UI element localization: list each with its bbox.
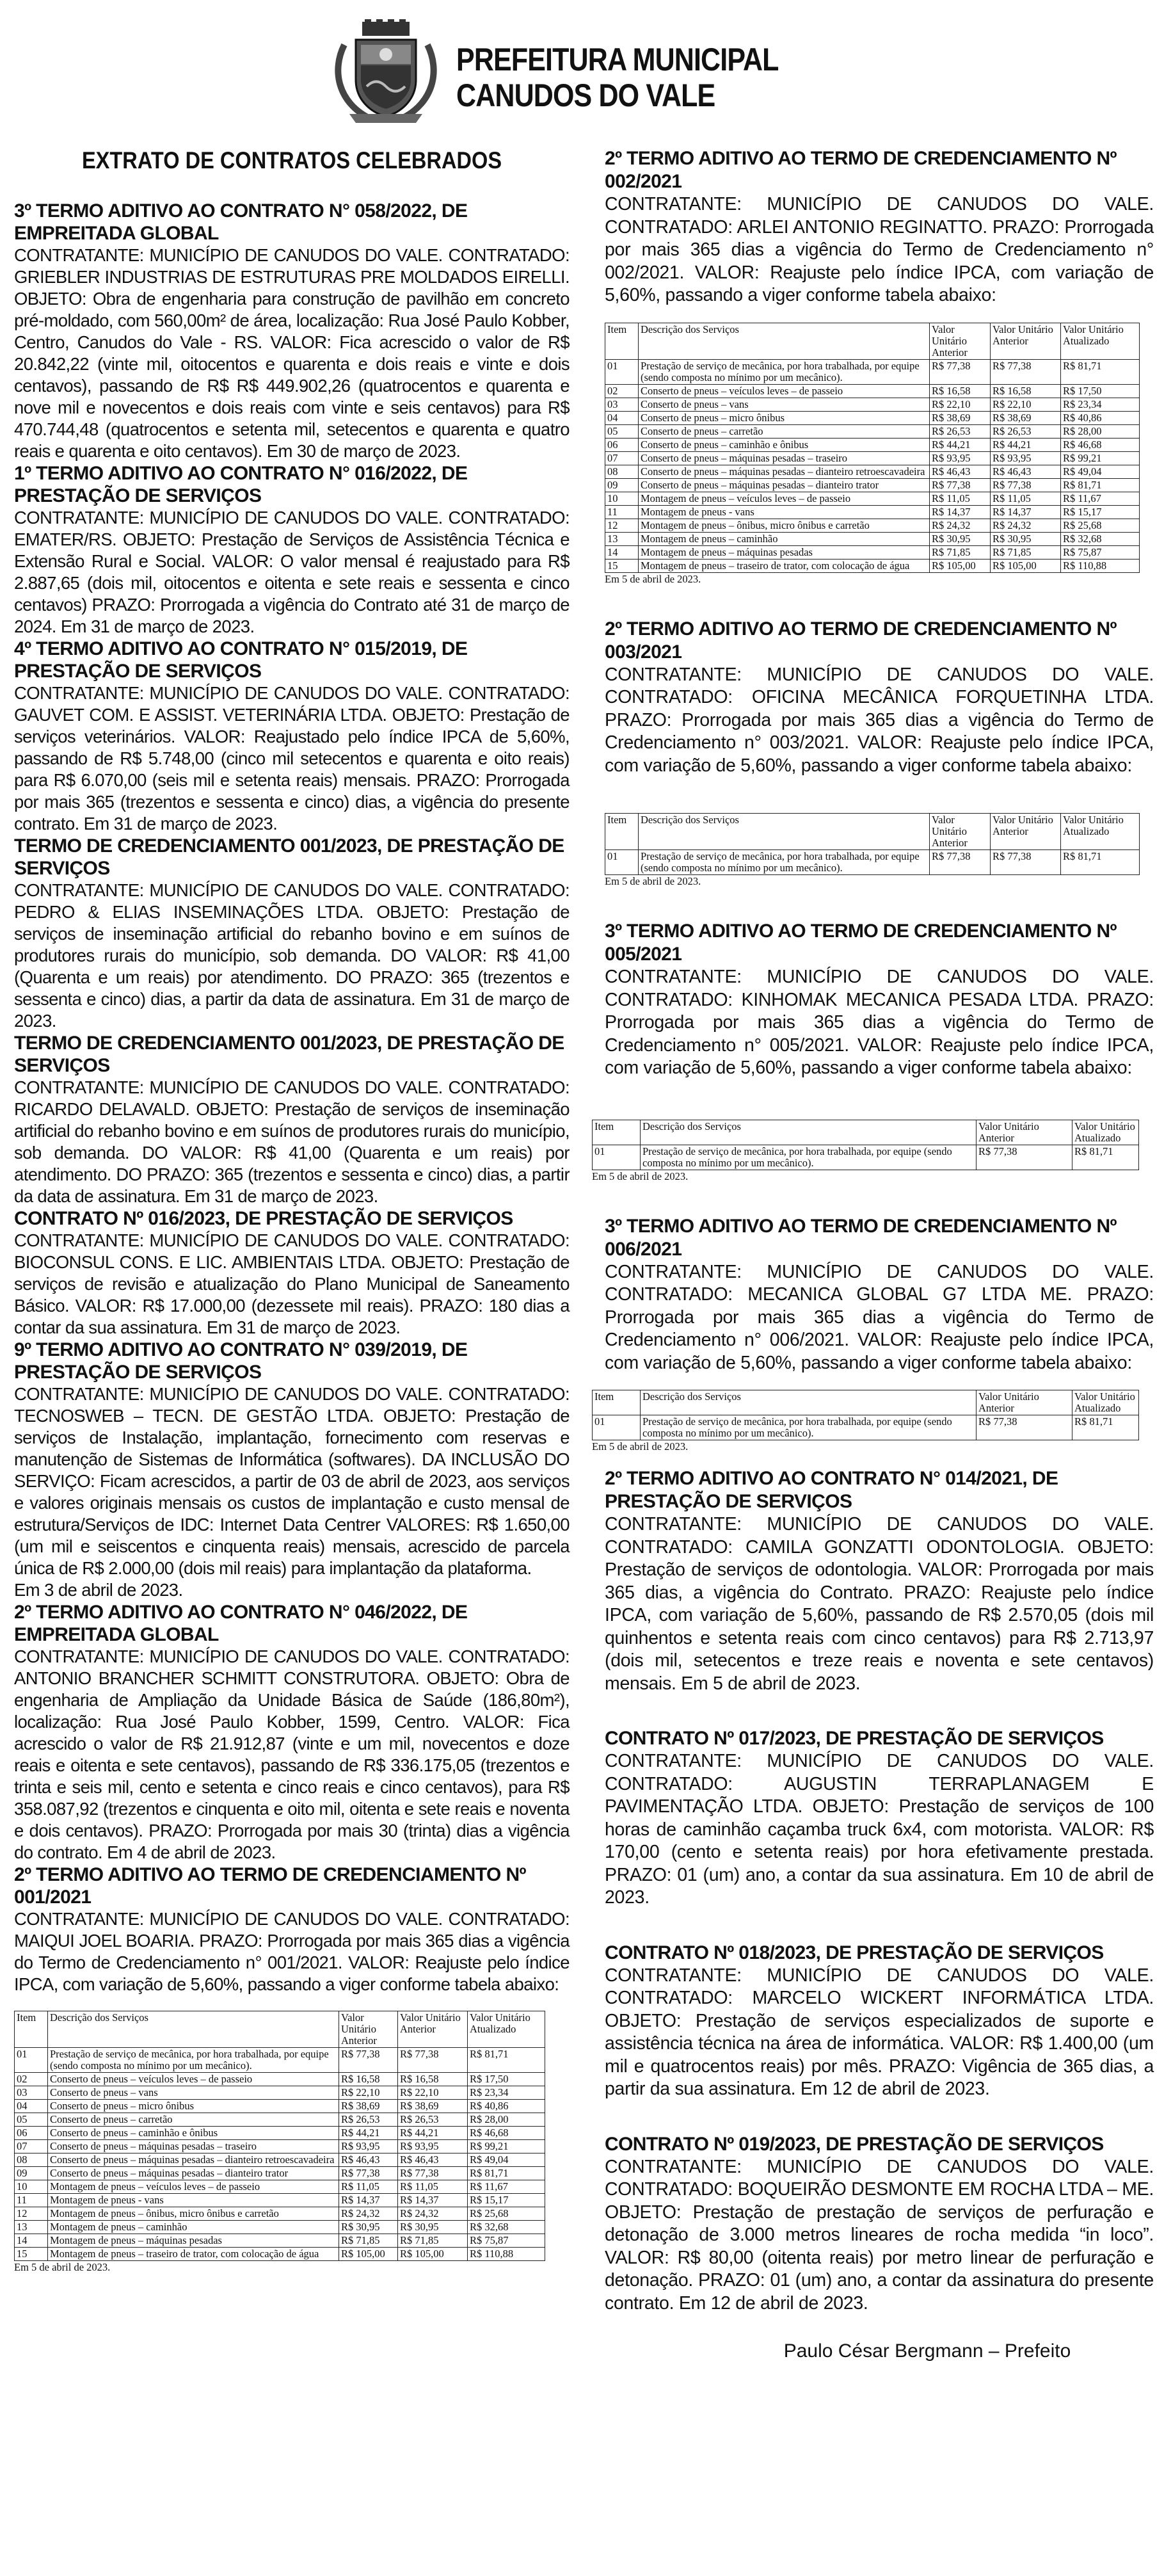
section-body: CONTRATANTE: MUNICÍPIO DE CANUDOS DO VALE. CONTRATADO: TECNOSWEB – TECN. DE GESTÃO LTDA. OBJETO: Prestação de serviços de Instalação, implantação, fornecimento com reservas e manutenção de Sistemas de Informática (softwares). DA INCLUSÃO DO SERVIÇO: Ficam acrescidos, a partir de 03 de abril de 2023, aos serviços e valores originais mensais os custos de implantação e custo mensal de estrutura/Serviços de IDC: Internet Data Centrer VALORES: R$ 1.650,00 (um mil e seiscentos e cinquenta reais) mensais, acrescido de parcela única de R$ 2.000,00 (dois mil reais) para implantação da plataforma. <box>14 1384 570 1578</box>
section-credenciamento-006-2021 <box>605 1215 1154 1375</box>
table-cell: 15 <box>15 2248 48 2261</box>
table-cell: Valor Unitário Anterior <box>977 1120 1072 1145</box>
section-title: CONTRATO Nº 018/2023, DE PRESTAÇÃO DE SERVIÇOS <box>605 1942 1104 1963</box>
section-title: TERMO DE CREDENCIAMENTO 001/2023, DE PRESTAÇÃO DE SERVIÇOS <box>14 1033 564 1076</box>
table-cell: R$ 81,71 <box>1061 850 1140 875</box>
table-cell: 11 <box>605 505 639 519</box>
table-cell: Prestação de serviço de mecânica, por hora trabalhada, por equipe (sendo composta no mínimo por um mecânico). <box>641 1145 977 1170</box>
section-title: CONTRATO Nº 017/2023, DE PRESTAÇÃO DE SERVIÇOS <box>605 1728 1104 1749</box>
table-cell: Valor Unitário Anterior <box>339 2011 398 2048</box>
table-cell: Valor Unitário Anterior <box>991 814 1061 850</box>
table-cell: R$ 46,43 <box>339 2153 398 2167</box>
table-row <box>605 384 1140 398</box>
section-body: CONTRATANTE: MUNICÍPIO DE CANUDOS DO VALE. CONTRATADO: GRIEBLER INDUSTRIAS DE ESTRUTURAS PRE MOLDADOS EIRELLI. OBJETO: Obra de engenharia para construção de pavilhão em concreto pré-moldado, com 560,00m² de área, localização: Rua José Paulo Kobber, Centro, Canudos do Vale - RS. VALOR: Fica acrescido o valor de R$ 20.842,22 (vinte mil, oitocentos e quarenta e dois reais e vinte e dois centavos), passando de R$ R$ 449.902,26 (quatrocentos e quarenta e nove mil e novecentos e dois reais com vinte e seis centavos) para R$ 470.744,48 (quatrocentos e setenta mil, setecentos e quarenta e quatro reais e quarenta e oito centavos). Em 30 de março de 2023. <box>14 245 570 461</box>
table-cell: R$ 49,04 <box>1061 465 1140 478</box>
table-cell: R$ 25,68 <box>468 2207 545 2221</box>
table-cell: Conserto de pneus – micro ônibus <box>639 411 930 424</box>
table-cell: Descrição dos Serviços <box>48 2011 339 2048</box>
table-note: Em 5 de abril de 2023. <box>592 1440 689 1453</box>
section-title: 2º TERMO ADITIVO AO TERMO DE CREDENCIAMENTO Nº 001/2021 <box>14 1864 526 1908</box>
table-row <box>15 2048 545 2073</box>
table-cell: R$ 17,50 <box>468 2073 545 2086</box>
table-cell: R$ 24,32 <box>930 519 991 532</box>
table-cell: Montagem de pneus – ônibus, micro ônibus e carretão <box>639 519 930 532</box>
table-cell: R$ 46,43 <box>991 465 1061 478</box>
table-cell: R$ 110,88 <box>468 2248 545 2261</box>
table-cell: R$ 22,10 <box>991 398 1061 411</box>
table-cell: Conserto de pneus – máquinas pesadas – traseiro <box>639 451 930 465</box>
table-row <box>605 505 1140 519</box>
table-cell: R$ 23,34 <box>1061 398 1140 411</box>
table-cell: R$ 71,85 <box>339 2234 398 2248</box>
table-cell: Montagem de pneus - vans <box>639 505 930 519</box>
table-cell: R$ 71,85 <box>398 2234 468 2248</box>
table-cell: R$ 46,43 <box>930 465 991 478</box>
table-cell: R$ 32,68 <box>1061 532 1140 545</box>
section-credenciamento-005-2021 <box>605 920 1154 1080</box>
table-row <box>605 532 1140 545</box>
table-cell: R$ 14,37 <box>930 505 991 519</box>
left-column <box>14 147 570 2274</box>
table-header-row <box>605 814 1140 850</box>
section-contract-018-2023 <box>605 1942 1154 2101</box>
table-cell: 06 <box>15 2127 48 2140</box>
table-cell: R$ 77,38 <box>398 2048 468 2073</box>
section-title: 3º TERMO ADITIVO AO CONTRATO N° 058/2022, DE EMPREITADA GLOBAL <box>14 200 468 244</box>
table-cell: R$ 40,86 <box>468 2100 545 2113</box>
table-cell: R$ 46,43 <box>398 2153 468 2167</box>
table-cell: R$ 77,38 <box>977 1145 1072 1170</box>
table-cell: R$ 24,32 <box>398 2207 468 2221</box>
section-body: CONTRATANTE: MUNICÍPIO DE CANUDOS DO VALE. CONTRATADO: BOQUEIRÃO DESMONTE EM ROCHA LTDA – ME. OBJETO: Prestação de prestação de serviços de perfuração e detonação de 3.000 metros lineares de rocha medida “in loco”. VALOR: R$ 80,00 (oitenta reais) por metro linear de perfuração e detonação. PRAZO: 01 (um) ano, a contar da assinatura do presente contrato. Em 12 de abril de 2023. <box>605 2156 1154 2314</box>
table-cell: Conserto de pneus – caminhão e ônibus <box>48 2127 339 2140</box>
table-cell: Conserto de pneus – caminhão e ônibus <box>639 438 930 451</box>
table-note: Em 5 de abril de 2023. <box>605 875 701 887</box>
table-cell: Conserto de pneus – micro ônibus <box>48 2100 339 2113</box>
table-row <box>605 465 1140 478</box>
table-row <box>593 1145 1139 1170</box>
table-cell: Item <box>15 2011 48 2048</box>
table-cell: R$ 49,04 <box>468 2153 545 2167</box>
table-cell: 04 <box>605 411 639 424</box>
table-row <box>593 1415 1139 1440</box>
table-cell: 03 <box>605 398 639 411</box>
table-cell: 01 <box>15 2048 48 2073</box>
table-cell: Valor Unitário Anterior <box>977 1390 1072 1415</box>
table-cell: R$ 11,05 <box>991 492 1061 505</box>
section-contract-019-2023 <box>605 2133 1154 2315</box>
table-note: Em 5 de abril de 2023. <box>605 572 701 585</box>
right-column <box>592 147 1154 2362</box>
section-contract-016-2022 <box>14 462 570 638</box>
table-cell: R$ 105,00 <box>991 559 1061 572</box>
table-cell: R$ 30,95 <box>991 532 1061 545</box>
table-cell: 02 <box>605 384 639 398</box>
section-body: CONTRATANTE: MUNICÍPIO DE CANUDOS DO VALE. CONTRATADO: OFICINA MECÂNICA FORQUETINHA LTDA. PRAZO: Prorrogada por mais 365 dias a vigência do Termo de Credenciamento n° 003/2021. VALOR: Reajuste pelo índice IPCA, com variação de 5,60%, passando a viger conforme tabela abaixo: <box>605 664 1154 776</box>
table-cell: R$ 28,00 <box>1061 424 1140 438</box>
table-cell: R$ 99,21 <box>468 2140 545 2153</box>
table-cell: 11 <box>15 2194 48 2207</box>
table-cell: 03 <box>15 2086 48 2100</box>
table-cell: R$ 38,69 <box>991 411 1061 424</box>
table-cell: Descrição dos Serviços <box>641 1120 977 1145</box>
municipality-name <box>456 42 779 113</box>
table-cell: Conserto de pneus – veículos leves – de passeio <box>639 384 930 398</box>
table-cell: 13 <box>605 532 639 545</box>
price-table-single <box>592 1120 1139 1170</box>
section-title: 3º TERMO ADITIVO AO TERMO DE CREDENCIAMENTO Nº 006/2021 <box>605 1215 1117 1260</box>
table-cell: Conserto de pneus – vans <box>639 398 930 411</box>
table-cell: R$ 81,71 <box>1061 478 1140 492</box>
section-credenciamento-003-2021 <box>605 618 1154 778</box>
table-cell: Valor Unitário Anterior <box>930 323 991 359</box>
table-row <box>15 2167 545 2180</box>
table-cell: R$ 24,32 <box>339 2207 398 2221</box>
table-row <box>15 2100 545 2113</box>
section-title: 2º TERMO ADITIVO AO TERMO DE CREDENCIAMENTO Nº 002/2021 <box>605 148 1117 192</box>
table-cell: Descrição dos Serviços <box>639 814 930 850</box>
table-cell: R$ 77,38 <box>930 359 991 384</box>
table-cell: R$ 14,37 <box>339 2194 398 2207</box>
table-cell: R$ 44,21 <box>991 438 1061 451</box>
table-cell: R$ 71,85 <box>991 545 1061 559</box>
table-row <box>15 2073 545 2086</box>
section-contract-015-2019 <box>14 638 570 835</box>
section-body: CONTRATANTE: MUNICÍPIO DE CANUDOS DO VALE. CONTRATADO: AUGUSTIN TERRAPLANAGEM E PAVIMENTAÇÃO LTDA. OBJETO: Prestação de serviços de 100 horas de caminhão caçamba truck 6x4, com motorista. VALOR: R$ 170,00 (cento e setenta reais) por hora efetivamente prestada. PRAZO: 01 (um) ano, a contar da sua assinatura. Em 10 de abril de 2023. <box>605 1751 1154 1908</box>
table-cell: Montagem de pneus - vans <box>48 2194 339 2207</box>
table-header-row <box>605 323 1140 359</box>
table-cell: R$ 93,95 <box>398 2140 468 2153</box>
section-credenciamento-001-2023-b <box>14 1032 570 1207</box>
header <box>331 19 843 122</box>
table-header-row <box>593 1120 1139 1145</box>
table-cell: R$ 38,69 <box>930 411 991 424</box>
table-cell: Montagem de pneus – máquinas pesadas <box>48 2234 339 2248</box>
table-cell: R$ 77,38 <box>398 2167 468 2180</box>
table-row <box>605 850 1140 875</box>
table-cell: Valor Unitário Atualizado <box>1061 323 1140 359</box>
table-cell: Prestação de serviço de mecânica, por hora trabalhada, por equipe (sendo composta no mínimo por um mecânico). <box>48 2048 339 2073</box>
table-cell: R$ 16,58 <box>339 2073 398 2086</box>
table-cell: Montagem de pneus – traseiro de trator, com colocação de água <box>639 559 930 572</box>
section-title: CONTRATO Nº 016/2023, DE PRESTAÇÃO DE SERVIÇOS <box>14 1208 513 1229</box>
table-cell: Montagem de pneus – caminhão <box>48 2221 339 2234</box>
table-cell: R$ 44,21 <box>339 2127 398 2140</box>
table-cell: 08 <box>605 465 639 478</box>
section-body: CONTRATANTE: MUNICÍPIO DE CANUDOS DO VALE. CONTRATADO: MECANICA GLOBAL G7 LTDA ME. PRAZO: Prorrogada por mais 365 dias a vigência do Termo de Credenciamento n° 006/2021. VALOR: Reajuste pelo índice IPCA, com variação de 5,60%, passando a viger conforme tabela abaixo: <box>605 1261 1154 1373</box>
table-cell: Item <box>605 323 639 359</box>
table-cell: Valor Unitário Atualizado <box>1072 1120 1139 1145</box>
table-cell: Conserto de pneus – máquinas pesadas – dianteiro retroescavadeira <box>48 2153 339 2167</box>
org-line-1: PREFEITURA MUNICIPAL <box>456 42 779 77</box>
section-body: CONTRATANTE: MUNICÍPIO DE CANUDOS DO VALE. CONTRATADO: EMATER/RS. OBJETO: Prestação de Serviços de Assistência Técnica e Extensão Rural e Social. VALOR: O valor mensal é reajustado para R$ 2.887,65 (dois mil, oitocentos e oitenta e sete reais e sessenta e cinco centavos) PRAZO: Prorrogada a vigência do Contrato até 31 de março de 2024. Em 31 de março de 2023. <box>14 508 570 636</box>
section-body: CONTRATANTE: MUNICÍPIO DE CANUDOS DO VALE. CONTRATADO: MARCELO WICKERT INFORMÁTICA LTDA. OBJETO: Prestação de serviços especializados de suporte e assistência técnica na área de informática. VALOR: R$ 1.400,00 (um mil e quatrocentos reais) por mês. PRAZO: Vigência de 365 dias, a partir da sua assinatura. Em 12 de abril de 2023. <box>605 1965 1154 2099</box>
table-cell: R$ 15,17 <box>1061 505 1140 519</box>
section-contract-014-2021 <box>605 1467 1154 1695</box>
table-cell: R$ 23,34 <box>468 2086 545 2100</box>
table-cell: 02 <box>15 2073 48 2086</box>
table-cell: R$ 81,71 <box>1072 1145 1139 1170</box>
table-cell: 01 <box>605 850 639 875</box>
section-contract-046-2022 <box>14 1601 570 1864</box>
section-body: CONTRATANTE: MUNICÍPIO DE CANUDOS DO VALE. CONTRATADO: ANTONIO BRANCHER SCHMITT CONSTRUTORA. OBJETO: Obra de engenharia de Ampliação da Unidade Básica de Saúde (186,80m²), localização: Rua José Paulo Kobber, 1599, Centro. VALOR: Fica acrescido o valor de R$ 21.912,87 (vinte e um mil, novecentos e doze reais e oitenta e sete centavos), passando de R$ 336.175,05 (trezentos e trinta e seis mil, cento e setenta e cinco reais e cinco centavos), para R$ 358.087,92 (trezentos e cinquenta e oito mil, oitenta e sete reais e noventa e dois centavos). PRAZO: Prorrogada por mais 30 (trinta) dias a vigência do contrato. Em 4 de abril de 2023. <box>14 1646 570 1862</box>
table-cell: R$ 11,67 <box>1061 492 1140 505</box>
table-cell: Valor Unitário Anterior <box>930 814 991 850</box>
table-cell: R$ 71,85 <box>930 545 991 559</box>
section-body: CONTRATANTE: MUNICÍPIO DE CANUDOS DO VALE. CONTRATADO: BIOCONSUL CONS. E LIC. AMBIENTAIS LTDA. OBJETO: Prestação de serviços de revisão e atualização do Plano Municipal de Saneamento Básico. VALOR: R$ 17.000,00 (dezessete mil reais). PRAZO: 180 dias a contar da sua assinatura. Em 31 de março de 2023. <box>14 1230 570 1337</box>
table-cell: 01 <box>593 1415 641 1440</box>
table-row <box>605 411 1140 424</box>
municipal-coat-of-arms-icon <box>331 19 440 125</box>
table-cell: R$ 26,53 <box>398 2113 468 2127</box>
table-cell: R$ 77,38 <box>991 359 1061 384</box>
table-cell: R$ 30,95 <box>398 2221 468 2234</box>
table-cell: Conserto de pneus – máquinas pesadas – traseiro <box>48 2140 339 2153</box>
section-title: CONTRATO Nº 019/2023, DE PRESTAÇÃO DE SERVIÇOS <box>605 2133 1104 2155</box>
table-cell: 10 <box>15 2180 48 2194</box>
section-body: CONTRATANTE: MUNICÍPIO DE CANUDOS DO VALE. CONTRATADO: RICARDO DELAVALD. OBJETO: Prestação de serviços de inseminação artificial do rebanho bovino e em suínos de produtores rurais do município, sob demanda. DO VALOR: R$ 41,00 (Quarenta e um reais) por atendimento. DO PRAZO: 365 (trezentos e sessenta e cinco) dias, a partir da data de assinatura. Em 31 de março de 2023. <box>14 1077 570 1206</box>
section-title: 4º TERMO ADITIVO AO CONTRATO N° 015/2019, DE PRESTAÇÃO DE SERVIÇOS <box>14 638 468 682</box>
table-cell: Conserto de pneus – vans <box>48 2086 339 2100</box>
table-cell: Item <box>605 814 639 850</box>
table-cell: Montagem de pneus – ônibus, micro ônibus e carretão <box>48 2207 339 2221</box>
table-cell: 12 <box>605 519 639 532</box>
table-cell: Conserto de pneus – veículos leves – de passeio <box>48 2073 339 2086</box>
table-cell: R$ 22,10 <box>398 2086 468 2100</box>
table-cell: Item <box>593 1120 641 1145</box>
section-date: Em 3 de abril de 2023. <box>14 1580 183 1600</box>
table-cell: Conserto de pneus – máquinas pesadas – dianteiro trator <box>48 2167 339 2180</box>
table-cell: R$ 77,38 <box>977 1415 1072 1440</box>
section-body: CONTRATANTE: MUNICÍPIO DE CANUDOS DO VALE. CONTRATADO: CAMILA GONZATTI ODONTOLOGIA. OBJETO: Prestação de serviços de odontologia. VALOR: Prorrogada por mais 365 dias, a vigência do Contrato. PRAZO: Reajuste pelo índice IPCA, com variação de 5,60%, passando de R$ 2.570,05 (dois mil quinhentos e setenta reais com cinco centavos) para R$ 2.713,97 (dois mil, setecentos e treze reais e noventa e sete centavos) mensais. Em 5 de abril de 2023. <box>605 1514 1154 1694</box>
table-cell: Valor Unitário Atualizado <box>468 2011 545 2048</box>
table-cell: Prestação de serviço de mecânica, por hora trabalhada, por equipe (sendo composta no mínimo por um mecânico). <box>641 1415 977 1440</box>
table-row <box>15 2207 545 2221</box>
price-table-single <box>605 813 1140 875</box>
section-contract-039-2019 <box>14 1339 570 1601</box>
price-table-single <box>592 1390 1139 1440</box>
table-cell: R$ 16,58 <box>930 384 991 398</box>
table-cell: Valor Unitário Anterior <box>398 2011 468 2048</box>
table-cell: 01 <box>605 359 639 384</box>
table-row <box>605 492 1140 505</box>
table-cell: 01 <box>593 1145 641 1170</box>
table-cell: R$ 30,95 <box>339 2221 398 2234</box>
table-cell: R$ 38,69 <box>339 2100 398 2113</box>
table-note: Em 5 de abril de 2023. <box>14 2261 111 2273</box>
table-cell: R$ 77,38 <box>339 2167 398 2180</box>
table-cell: R$ 11,05 <box>339 2180 398 2194</box>
table-cell: R$ 11,05 <box>398 2180 468 2194</box>
table-row <box>15 2086 545 2100</box>
table-cell: R$ 105,00 <box>398 2248 468 2261</box>
table-cell: 15 <box>605 559 639 572</box>
table-cell: R$ 110,88 <box>1061 559 1140 572</box>
table-cell: R$ 46,68 <box>1061 438 1140 451</box>
table-cell: R$ 105,00 <box>930 559 991 572</box>
section-title: TERMO DE CREDENCIAMENTO 001/2023, DE PRESTAÇÃO DE SERVIÇOS <box>14 835 564 879</box>
table-cell: R$ 11,05 <box>930 492 991 505</box>
table-cell: R$ 28,00 <box>468 2113 545 2127</box>
table-row <box>15 2248 545 2261</box>
table-row <box>605 451 1140 465</box>
table-cell: Montagem de pneus – caminhão <box>639 532 930 545</box>
section-title: 3º TERMO ADITIVO AO TERMO DE CREDENCIAMENTO Nº 005/2021 <box>605 921 1117 965</box>
table-cell: R$ 77,38 <box>930 478 991 492</box>
section-title: 2º TERMO ADITIVO AO CONTRATO N° 046/2022, DE EMPREITADA GLOBAL <box>14 1602 468 1645</box>
table-row <box>15 2113 545 2127</box>
table-row <box>15 2221 545 2234</box>
table-cell: R$ 77,38 <box>991 850 1061 875</box>
section-title: 2º TERMO ADITIVO AO TERMO DE CREDENCIAMENTO Nº 003/2021 <box>605 618 1117 663</box>
table-cell: R$ 22,10 <box>339 2086 398 2100</box>
table-cell: R$ 22,10 <box>930 398 991 411</box>
table-cell: 10 <box>605 492 639 505</box>
table-cell: R$ 38,69 <box>398 2100 468 2113</box>
table-cell: R$ 14,37 <box>398 2194 468 2207</box>
table-note: Em 5 de abril de 2023. <box>592 1170 689 1182</box>
table-row <box>15 2153 545 2167</box>
table-cell: Conserto de pneus – carretão <box>48 2113 339 2127</box>
table-cell: R$ 24,32 <box>991 519 1061 532</box>
table-cell: R$ 16,58 <box>991 384 1061 398</box>
price-table <box>14 2011 545 2261</box>
table-cell: R$ 93,95 <box>991 451 1061 465</box>
table-cell: Montagem de pneus – veículos leves – de passeio <box>639 492 930 505</box>
table-cell: R$ 26,53 <box>930 424 991 438</box>
table-cell: R$ 15,17 <box>468 2194 545 2207</box>
table-cell: R$ 81,71 <box>1061 359 1140 384</box>
table-cell: R$ 105,00 <box>339 2248 398 2261</box>
table-row <box>15 2234 545 2248</box>
section-body: CONTRATANTE: MUNICÍPIO DE CANUDOS DO VALE. CONTRATADO: GAUVET COM. E ASSIST. VETERINÁRIA LTDA. OBJETO: Prestação de serviços veterinários. VALOR: Reajustado pelo índice IPCA de 5,60%, passando de R$ 5.748,00 (cinco mil setecentos e quarenta e oito reais) para R$ 6.070,00 (seis mil e setenta reais) mensais. PRAZO: Prorrogada por mais 365 (trezentos e sessenta e cinco) dias, a vigência do presente contrato. Em 31 de março de 2023. <box>14 683 570 833</box>
table-cell: R$ 81,71 <box>468 2048 545 2073</box>
table-cell: R$ 75,87 <box>1061 545 1140 559</box>
table-row <box>605 438 1140 451</box>
table-cell: R$ 32,68 <box>468 2221 545 2234</box>
table-cell: Montagem de pneus – veículos leves – de passeio <box>48 2180 339 2194</box>
table-cell: R$ 81,71 <box>468 2167 545 2180</box>
table-cell: 04 <box>15 2100 48 2113</box>
table-cell: R$ 30,95 <box>930 532 991 545</box>
table-cell: R$ 14,37 <box>991 505 1061 519</box>
table-cell: R$ 77,38 <box>339 2048 398 2073</box>
signature: Paulo César Bergmann – Prefeito <box>783 2340 1071 2362</box>
table-cell: 07 <box>605 451 639 465</box>
table-cell: R$ 16,58 <box>398 2073 468 2086</box>
table-row <box>15 2180 545 2194</box>
table-row <box>605 424 1140 438</box>
table-cell: Montagem de pneus – traseiro de trator, com colocação de água <box>48 2248 339 2261</box>
table-cell: R$ 26,53 <box>339 2113 398 2127</box>
table-cell: R$ 40,86 <box>1061 411 1140 424</box>
table-row <box>605 519 1140 532</box>
table-cell: 14 <box>15 2234 48 2248</box>
table-cell: R$ 77,38 <box>991 478 1061 492</box>
table-row <box>15 2127 545 2140</box>
table-cell: Descrição dos Serviços <box>641 1390 977 1415</box>
table-cell: R$ 75,87 <box>468 2234 545 2248</box>
section-body: CONTRATANTE: MUNICÍPIO DE CANUDOS DO VALE. CONTRATADO: ARLEI ANTONIO REGINATTO. PRAZO: Prorrogada por mais 365 dias a vigência do Termo de Credenciamento n° 002/2021. VALOR: Reajuste pelo índice IPCA, com variação de 5,60%, passando a viger conforme tabela abaixo: <box>605 194 1154 305</box>
table-cell: R$ 77,38 <box>930 850 991 875</box>
price-table <box>605 323 1140 573</box>
section-credenciamento-002-2021 <box>605 147 1154 307</box>
table-cell: Valor Unitário Atualizado <box>1072 1390 1139 1415</box>
table-cell: Valor Unitário Anterior <box>991 323 1061 359</box>
table-cell: Item <box>593 1390 641 1415</box>
table-cell: R$ 46,68 <box>468 2127 545 2140</box>
section-credenciamento-001-2023-a <box>14 835 570 1032</box>
section-contract-058-2022 <box>14 200 570 462</box>
section-title: 1º TERMO ADITIVO AO CONTRATO N° 016/2022, DE PRESTAÇÃO DE SERVIÇOS <box>14 463 468 506</box>
table-cell: Conserto de pneus – máquinas pesadas – dianteiro trator <box>639 478 930 492</box>
table-cell: 14 <box>605 545 639 559</box>
table-cell: 09 <box>15 2167 48 2180</box>
table-row <box>605 398 1140 411</box>
section-title: 9º TERMO ADITIVO AO CONTRATO N° 039/2019, DE PRESTAÇÃO DE SERVIÇOS <box>14 1339 468 1383</box>
table-cell: 05 <box>605 424 639 438</box>
document-title: EXTRATO DE CONTRATOS CELEBRADOS <box>81 147 502 173</box>
table-cell: 13 <box>15 2221 48 2234</box>
table-cell: Conserto de pneus – máquinas pesadas – dianteiro retroescavadeira <box>639 465 930 478</box>
section-body: CONTRATANTE: MUNICÍPIO DE CANUDOS DO VALE. CONTRATADO: PEDRO & ELIAS INSEMINAÇÕES LTDA. OBJETO: Prestação de serviços de inseminação artificial do rebanho bovino e em suínos de produtores rurais do município, sob demanda. DO VALOR: R$ 41,00 (Quarenta e um reais) por atendimento. DO PRAZO: 365 (trezentos e sessenta e cinco) dias, a partir da data de assinatura. Em 31 de março de 2023. <box>14 880 570 1031</box>
table-row <box>605 359 1140 384</box>
table-header-row <box>593 1390 1139 1415</box>
table-row <box>15 2194 545 2207</box>
table-row <box>15 2140 545 2153</box>
table-cell: R$ 93,95 <box>339 2140 398 2153</box>
table-cell: 07 <box>15 2140 48 2153</box>
table-cell: R$ 25,68 <box>1061 519 1140 532</box>
table-cell: Valor Unitário Atualizado <box>1061 814 1140 850</box>
table-cell: 06 <box>605 438 639 451</box>
table-cell: 05 <box>15 2113 48 2127</box>
section-contract-017-2023 <box>605 1727 1154 1910</box>
table-cell: R$ 44,21 <box>930 438 991 451</box>
section-credenciamento-001-2021 <box>14 1864 570 1995</box>
org-line-2: CANUDOS DO VALE <box>456 77 715 113</box>
table-cell: 09 <box>605 478 639 492</box>
table-cell: R$ 17,50 <box>1061 384 1140 398</box>
table-row <box>605 478 1140 492</box>
table-cell: Prestação de serviço de mecânica, por hora trabalhada, por equipe (sendo composta no mínimo por um mecânico). <box>639 850 930 875</box>
table-row <box>605 559 1140 572</box>
table-cell: Descrição dos Serviços <box>639 323 930 359</box>
section-title: 2º TERMO ADITIVO AO CONTRATO N° 014/2021, DE PRESTAÇÃO DE SERVIÇOS <box>605 1468 1058 1512</box>
table-cell: R$ 93,95 <box>930 451 991 465</box>
table-cell: 12 <box>15 2207 48 2221</box>
table-cell: R$ 44,21 <box>398 2127 468 2140</box>
table-cell: R$ 26,53 <box>991 424 1061 438</box>
table-cell: R$ 11,67 <box>468 2180 545 2194</box>
table-cell: Montagem de pneus – máquinas pesadas <box>639 545 930 559</box>
table-cell: Prestação de serviço de mecânica, por hora trabalhada, por equipe (sendo composta no mínimo por um mecânico). <box>639 359 930 384</box>
section-contract-016-2023 <box>14 1207 570 1339</box>
table-cell: Conserto de pneus – carretão <box>639 424 930 438</box>
section-body: CONTRATANTE: MUNICÍPIO DE CANUDOS DO VALE. CONTRATADO: MAIQUI JOEL BOARIA. PRAZO: Prorrogada por mais 365 dias a vigência do Termo de Credenciamento n° 001/2021. VALOR: Reajuste pelo índice IPCA, com variação de 5,60%, passando a viger conforme tabela abaixo: <box>14 1909 570 1994</box>
table-cell: R$ 99,21 <box>1061 451 1140 465</box>
table-cell: 08 <box>15 2153 48 2167</box>
table-header-row <box>15 2011 545 2048</box>
section-body: CONTRATANTE: MUNICÍPIO DE CANUDOS DO VALE. CONTRATADO: KINHOMAK MECANICA PESADA LTDA. PRAZO: Prorrogada por mais 365 dias a vigência do Termo de Credenciamento n° 005/2021. VALOR: Reajuste pelo índice IPCA, com variação de 5,60%, passando a viger conforme tabela abaixo: <box>605 967 1154 1078</box>
table-cell: R$ 81,71 <box>1072 1415 1139 1440</box>
table-row <box>605 545 1140 559</box>
